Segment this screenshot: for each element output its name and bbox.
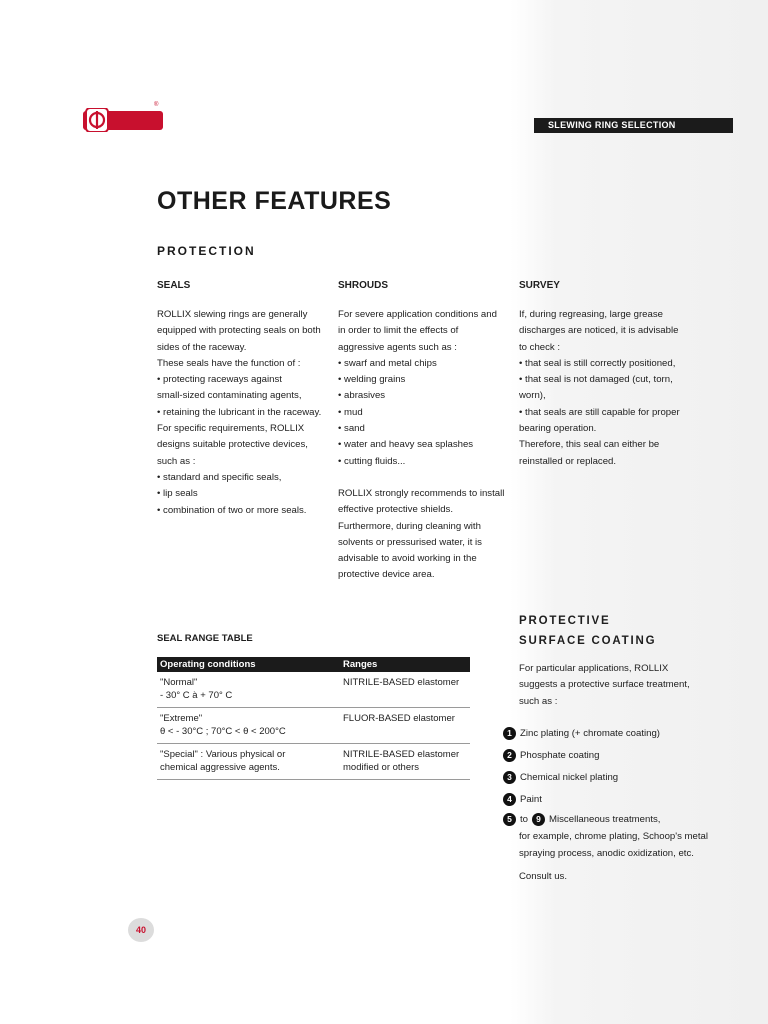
number-1-icon: 1 bbox=[503, 727, 516, 740]
seals-line: These seals have the function of : bbox=[157, 357, 301, 369]
seals-line: • combination of two or more seals. bbox=[157, 504, 307, 516]
condition-cell bbox=[157, 676, 343, 702]
item-text: Zinc plating (+ chromate coating) bbox=[520, 727, 660, 739]
cell-line: FLUOR-BASED elastomer bbox=[343, 713, 455, 724]
shrouds-line: • mud bbox=[338, 406, 363, 418]
cell-line: "Normal" bbox=[160, 677, 198, 688]
range-cell bbox=[343, 676, 470, 702]
cell-line: - 30° C à + 70° C bbox=[160, 690, 233, 701]
cell-line: NITRILE-BASED elastomer bbox=[343, 749, 460, 760]
seals-line: • standard and specific seals, bbox=[157, 471, 282, 483]
item-text: Miscellaneous treatments, bbox=[549, 813, 661, 825]
survey-line: • that seal is not damaged (cut, torn, bbox=[519, 374, 673, 386]
shrouds-line: effective protective shields. bbox=[338, 504, 454, 516]
seals-line: • protecting raceways against bbox=[157, 374, 282, 386]
detail-line: spraying process, anodic oxidization, etc. bbox=[519, 848, 694, 859]
cell-line: chemical aggressive agents. bbox=[160, 762, 280, 773]
seals-line: such as : bbox=[157, 455, 196, 467]
shrouds-line: solvents or pressurised water, it is bbox=[338, 536, 482, 548]
coating-intro bbox=[519, 661, 719, 710]
table-row bbox=[157, 744, 470, 780]
coating-title-line: SURFACE COATING bbox=[519, 635, 657, 647]
item-text: Chemical nickel plating bbox=[520, 771, 619, 783]
shrouds-line: • swarf and metal chips bbox=[338, 357, 437, 369]
shrouds-line: For severe application conditions and bbox=[338, 309, 497, 320]
seals-column bbox=[157, 278, 332, 519]
coating-title-line: PROTECTIVE bbox=[519, 615, 611, 627]
shrouds-line: • welding grains bbox=[338, 374, 406, 386]
number-9-icon: 9 bbox=[532, 813, 545, 826]
seals-line: designs suitable protective devices, bbox=[157, 439, 308, 451]
intro-line: For particular applications, ROLLIX bbox=[519, 663, 669, 674]
survey-line: Therefore, this seal can either be bbox=[519, 439, 660, 451]
detail-line: for example, chrome plating, Schoop's metal bbox=[519, 831, 709, 842]
page-number: 40 bbox=[128, 918, 154, 942]
number-5-icon: 5 bbox=[503, 813, 516, 826]
seals-line: • retaining the lubricant in the raceway. bbox=[157, 406, 322, 418]
seal-table-title: SEAL RANGE TABLE bbox=[157, 633, 253, 644]
shrouds-line: protective device area. bbox=[338, 569, 435, 581]
cell-line: θ < - 30°C ; 70°C < θ < 200°C bbox=[160, 726, 286, 737]
survey-heading: SURVEY bbox=[519, 280, 560, 291]
seals-line: ROLLIX slewing rings are generally bbox=[157, 309, 308, 320]
section-header-bar: SLEWING RING SELECTION bbox=[534, 118, 733, 133]
item-text: Phosphate coating bbox=[520, 749, 600, 761]
seals-line: • lip seals bbox=[157, 488, 198, 500]
page-title: OTHER FEATURES bbox=[157, 187, 392, 215]
list-item bbox=[503, 722, 733, 744]
condition-cell bbox=[157, 712, 343, 738]
survey-column bbox=[519, 278, 694, 470]
seals-line: sides of the raceway. bbox=[157, 341, 247, 353]
list-item bbox=[503, 744, 733, 766]
header-ranges: Ranges bbox=[343, 659, 378, 670]
shrouds-line: aggressive agents such as : bbox=[338, 341, 457, 353]
seals-line: For specific requirements, ROLLIX bbox=[157, 423, 305, 435]
list-item-detail bbox=[503, 828, 733, 862]
to-word: to bbox=[520, 813, 529, 825]
shrouds-column bbox=[338, 278, 513, 584]
cell-line: modified or others bbox=[343, 762, 420, 773]
survey-line: discharges are noticed, it is advisable bbox=[519, 325, 679, 337]
cell-line: "Special" : Various physical or bbox=[160, 749, 286, 760]
seals-line: small-sized contaminating agents, bbox=[157, 390, 302, 402]
table-row bbox=[157, 672, 470, 708]
survey-line: bearing operation. bbox=[519, 423, 597, 435]
number-4-icon: 4 bbox=[503, 793, 516, 806]
shrouds-line: • cutting fluids... bbox=[338, 455, 406, 467]
cell-line: "Extreme" bbox=[160, 713, 203, 724]
condition-cell bbox=[157, 748, 343, 774]
list-item bbox=[503, 766, 733, 788]
table-row bbox=[157, 708, 470, 744]
shrouds-heading: SHROUDS bbox=[338, 280, 389, 291]
seals-heading: SEALS bbox=[157, 280, 191, 291]
survey-line: reinstalled or replaced. bbox=[519, 455, 617, 467]
survey-line: worn), bbox=[519, 390, 546, 402]
number-2-icon: 2 bbox=[503, 749, 516, 762]
rollix-logo bbox=[82, 108, 164, 132]
section-title: PROTECTION bbox=[157, 244, 256, 258]
survey-line: to check : bbox=[519, 341, 561, 353]
seal-range-table bbox=[157, 657, 470, 780]
header-operating-conditions: Operating conditions bbox=[160, 659, 256, 670]
table-header-row bbox=[157, 657, 470, 672]
intro-line: such as : bbox=[519, 695, 558, 707]
coating-title bbox=[519, 611, 656, 651]
intro-line: suggests a protective surface treatment, bbox=[519, 679, 690, 691]
number-3-icon: 3 bbox=[503, 771, 516, 784]
consult-text: Consult us. bbox=[519, 871, 567, 882]
coating-list bbox=[503, 722, 733, 862]
shrouds-line: advisable to avoid working in the bbox=[338, 553, 477, 565]
seals-line: equipped with protecting seals on both bbox=[157, 325, 321, 337]
cell-line: NITRILE-BASED elastomer bbox=[343, 677, 460, 688]
shrouds-line: • abrasives bbox=[338, 390, 386, 402]
paragraph-gap bbox=[338, 470, 513, 486]
survey-line: • that seals are still capable for proper bbox=[519, 406, 680, 418]
item-text: Paint bbox=[520, 793, 542, 805]
shrouds-line: in order to limit the effects of bbox=[338, 325, 459, 337]
survey-line: If, during regreasing, large grease bbox=[519, 309, 663, 320]
shrouds-line: Furthermore, during cleaning with bbox=[338, 520, 481, 532]
range-cell bbox=[343, 712, 470, 738]
shrouds-line: • sand bbox=[338, 423, 365, 435]
registered-mark: ® bbox=[154, 102, 159, 108]
shrouds-line: ROLLIX strongly recommends to install bbox=[338, 487, 505, 499]
list-item bbox=[503, 810, 733, 828]
list-item bbox=[503, 788, 733, 810]
survey-line: • that seal is still correctly positioned, bbox=[519, 357, 676, 369]
shrouds-line: • water and heavy sea splashes bbox=[338, 439, 474, 451]
range-cell bbox=[343, 748, 470, 774]
